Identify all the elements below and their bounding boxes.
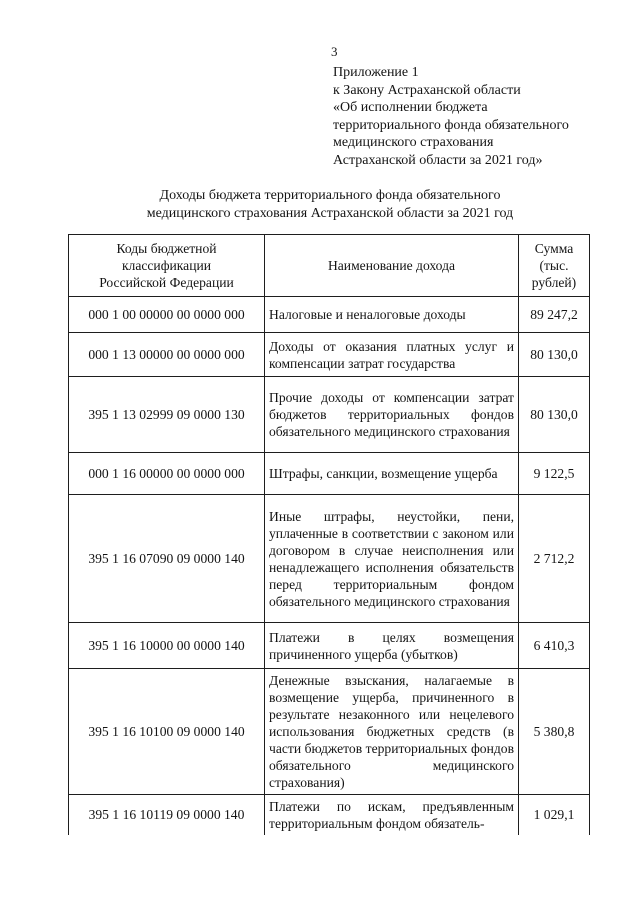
- row-name: Иные штрафы, неустойки, пени, уплаченные в соответствии с законом или договором в случае неисполнения или ненадлежащего исполнения обязательств перед территориальным фондом обязательного медицинского страхования: [265, 495, 519, 623]
- revenue-table: [68, 234, 590, 835]
- table-row: [69, 333, 590, 377]
- table-row: [69, 495, 590, 623]
- row-amount: 1 029,1: [519, 795, 590, 835]
- row-amount: 80 130,0: [519, 333, 590, 377]
- row-name: Штрафы, санкции, возмещение ущерба: [265, 453, 519, 495]
- row-code: 000 1 16 00000 00 0000 000: [69, 453, 265, 495]
- document-title: [70, 187, 590, 222]
- table-header-row: [69, 235, 590, 297]
- table-row: [69, 377, 590, 453]
- row-code: 395 1 13 02999 09 0000 130: [69, 377, 265, 453]
- table-row: [69, 623, 590, 669]
- row-code: 395 1 16 10119 09 0000 140: [69, 795, 265, 835]
- row-code: 395 1 16 10100 09 0000 140: [69, 669, 265, 795]
- row-name: Доходы от оказания платных услуг и компенсации затрат государства: [265, 333, 519, 377]
- header-revenue-name: Наименование дохода: [265, 235, 519, 297]
- appendix-line: «Об исполнении бюджета: [333, 100, 488, 116]
- table-row: [69, 795, 590, 835]
- row-code: 000 1 00 00000 00 0000 000: [69, 297, 265, 333]
- row-amount: 6 410,3: [519, 623, 590, 669]
- title-line: Доходы бюджета территориального фонда обязательного: [159, 188, 501, 203]
- row-name: Прочие доходы от компенсации затрат бюджетов территориальных фондов обязательного медицинского страхования: [265, 377, 519, 453]
- table-row: [69, 453, 590, 495]
- table-row: [69, 669, 590, 795]
- row-code: 395 1 16 07090 09 0000 140: [69, 495, 265, 623]
- table-row: [69, 297, 590, 333]
- header-budget-code: Коды бюджетной классификации Российской Федерации: [69, 235, 265, 297]
- header-amount: Сумма (тыс. рублей): [519, 235, 590, 297]
- row-amount: 89 247,2: [519, 297, 590, 333]
- appendix-line: Приложение 1: [333, 65, 419, 80]
- appendix-line: территориального фонда обязательного: [333, 117, 569, 133]
- row-amount: 2 712,2: [519, 495, 590, 623]
- row-code: 395 1 16 10000 00 0000 140: [69, 623, 265, 669]
- row-code: 000 1 13 00000 00 0000 000: [69, 333, 265, 377]
- appendix-line: медицинского страхования: [333, 135, 494, 151]
- title-line: медицинского страхования Астраханской области за 2021 год: [146, 205, 514, 221]
- row-name: Платежи по искам, предъявленным территориальным фондом обязатель-: [265, 795, 519, 835]
- row-amount: 5 380,8: [519, 669, 590, 795]
- row-amount: 9 122,5: [519, 453, 590, 495]
- row-name: Денежные взыскания, налагаемые в возмещение ущерба, причиненного в результате незаконного или нецелевого использования бюджетных средств (в части бюджетов территориальных фондов обязательного медицинского страхования): [265, 669, 519, 795]
- row-name: Налоговые и неналоговые доходы: [265, 297, 519, 333]
- row-name: Платежи в целях возмещения причиненного ущерба (убытков): [265, 623, 519, 669]
- appendix-header: [333, 64, 569, 170]
- row-amount: 80 130,0: [519, 377, 590, 453]
- page-number: 3: [331, 44, 338, 59]
- appendix-line: к Закону Астраханской области: [333, 82, 521, 98]
- appendix-line: Астраханской области за 2021 год»: [333, 152, 543, 168]
